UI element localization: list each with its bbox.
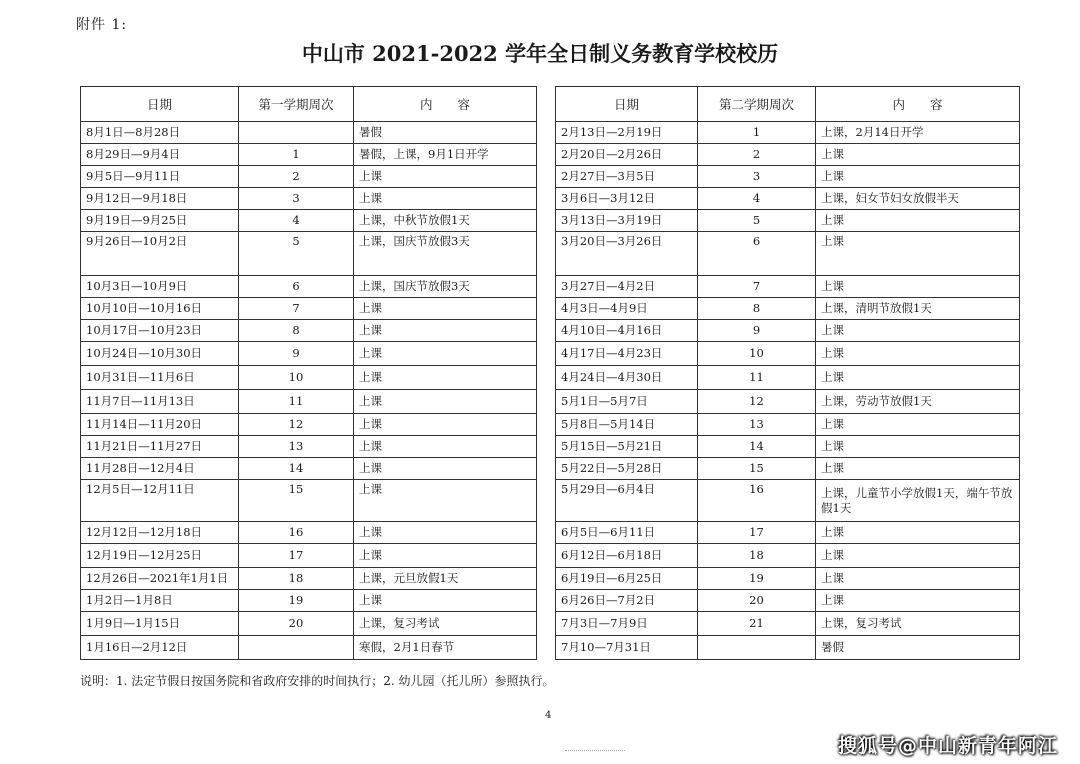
week-cell: 20 <box>239 612 354 636</box>
table-row <box>81 568 537 590</box>
week-cell: 14 <box>239 458 354 480</box>
content-cell: 上课 <box>816 320 1020 342</box>
table-row <box>556 342 1020 366</box>
date-cell: 12月12日—12月18日 <box>81 522 239 544</box>
table-row <box>556 320 1020 342</box>
table-row <box>556 276 1020 298</box>
table-header-row <box>81 87 537 122</box>
week-cell: 2 <box>698 144 816 166</box>
week-cell: 2 <box>239 166 354 188</box>
table-row <box>81 480 537 522</box>
date-cell: 4月3日—4月9日 <box>556 298 698 320</box>
table-row <box>81 544 537 568</box>
week-cell: 10 <box>239 366 354 390</box>
table-row <box>81 436 537 458</box>
date-cell: 12月19日—12月25日 <box>81 544 239 568</box>
date-cell: 1月16日—2月12日 <box>81 636 239 660</box>
week-cell: 8 <box>698 298 816 320</box>
column-header-date: 日期 <box>556 87 698 122</box>
date-cell: 10月17日—10月23日 <box>81 320 239 342</box>
content-cell: 上课 <box>816 590 1020 612</box>
content-cell: 上课 <box>816 544 1020 568</box>
date-cell: 3月13日—3月19日 <box>556 210 698 232</box>
content-cell: 上课 <box>354 458 537 480</box>
content-cell: 上课 <box>816 144 1020 166</box>
date-cell: 12月5日—12月11日 <box>81 480 239 522</box>
date-cell: 5月29日—6月4日 <box>556 480 698 522</box>
week-cell <box>239 636 354 660</box>
table-row <box>81 612 537 636</box>
date-cell: 8月29日—9月4日 <box>81 144 239 166</box>
table-row <box>556 590 1020 612</box>
table-row <box>81 390 537 414</box>
footnote: 说明：1. 法定节假日按国务院和省政府安排的时间执行；2. 幼儿园（托儿所）参照执行。 <box>80 674 555 688</box>
content-cell: 暑假 <box>816 636 1020 660</box>
content-cell: 上课 <box>816 436 1020 458</box>
date-cell: 2月13日—2月19日 <box>556 122 698 144</box>
page-number: 4 <box>545 710 552 721</box>
week-cell: 9 <box>698 320 816 342</box>
date-cell: 3月20日—3月26日 <box>556 232 698 276</box>
week-cell: 15 <box>239 480 354 522</box>
content-cell: 上课 <box>816 458 1020 480</box>
table-row <box>81 122 537 144</box>
content-cell: 暑假 <box>354 122 537 144</box>
table-header-row <box>556 87 1020 122</box>
date-cell: 9月19日—9月25日 <box>81 210 239 232</box>
week-cell <box>698 636 816 660</box>
week-cell: 16 <box>698 480 816 522</box>
week-cell: 15 <box>698 458 816 480</box>
content-cell: 上课，2月14日开学 <box>816 122 1020 144</box>
column-header-week: 第一学期周次 <box>239 87 354 122</box>
table-row <box>81 590 537 612</box>
content-cell: 暑假，上课，9月1日开学 <box>354 144 537 166</box>
table-row <box>556 122 1020 144</box>
table-row <box>81 366 537 390</box>
table-row <box>81 210 537 232</box>
week-cell: 18 <box>698 544 816 568</box>
table-row <box>81 342 537 366</box>
content-cell: 上课 <box>816 232 1020 276</box>
table-row <box>81 522 537 544</box>
watermark: 搜狐号@中山新青年阿江 <box>837 735 1058 757</box>
content-cell: 上课，国庆节放假3天 <box>354 232 537 276</box>
date-cell: 6月5日—6月11日 <box>556 522 698 544</box>
content-cell: 上课 <box>354 188 537 210</box>
content-cell: 上课 <box>354 414 537 436</box>
date-cell: 4月17日—4月23日 <box>556 342 698 366</box>
table-row <box>556 210 1020 232</box>
table-row <box>556 188 1020 210</box>
content-cell: 上课，妇女节妇女放假半天 <box>816 188 1020 210</box>
date-cell: 10月3日—10月9日 <box>81 276 239 298</box>
content-cell: 上课 <box>354 590 537 612</box>
week-cell: 11 <box>239 390 354 414</box>
table-row <box>81 298 537 320</box>
table-row <box>556 298 1020 320</box>
week-cell: 8 <box>239 320 354 342</box>
date-cell: 7月10—7月31日 <box>556 636 698 660</box>
week-cell: 20 <box>698 590 816 612</box>
date-cell: 9月12日—9月18日 <box>81 188 239 210</box>
week-cell: 6 <box>239 276 354 298</box>
table-row <box>556 612 1020 636</box>
table-row <box>556 366 1020 390</box>
table-row <box>556 390 1020 414</box>
table-row <box>81 276 537 298</box>
content-cell: 上课 <box>816 210 1020 232</box>
week-cell: 1 <box>239 144 354 166</box>
week-cell: 16 <box>239 522 354 544</box>
content-cell: 上课 <box>816 276 1020 298</box>
table-row <box>81 144 537 166</box>
content-cell: 上课，国庆节放假3天 <box>354 276 537 298</box>
table-row <box>556 414 1020 436</box>
table-row <box>81 636 537 660</box>
column-header-date: 日期 <box>81 87 239 122</box>
attachment-label: 附件 1: <box>76 17 128 33</box>
week-cell: 11 <box>698 366 816 390</box>
date-cell: 7月3日—7月9日 <box>556 612 698 636</box>
week-cell: 5 <box>239 232 354 276</box>
table-row <box>556 522 1020 544</box>
week-cell <box>239 122 354 144</box>
content-cell: 上课 <box>816 342 1020 366</box>
week-cell: 7 <box>239 298 354 320</box>
semester-1-table <box>80 86 537 660</box>
table-row <box>81 232 537 276</box>
week-cell: 19 <box>698 568 816 590</box>
content-cell: 上课 <box>816 522 1020 544</box>
week-cell: 19 <box>239 590 354 612</box>
column-header-content: 内 容 <box>354 87 537 122</box>
date-cell: 2月27日—3月5日 <box>556 166 698 188</box>
date-cell: 11月7日—11月13日 <box>81 390 239 414</box>
table-row <box>556 636 1020 660</box>
content-cell: 上课 <box>354 320 537 342</box>
date-cell: 4月24日—4月30日 <box>556 366 698 390</box>
content-cell: 上课，复习考试 <box>816 612 1020 636</box>
week-cell: 6 <box>698 232 816 276</box>
week-cell: 13 <box>698 414 816 436</box>
date-cell: 6月12日—6月18日 <box>556 544 698 568</box>
date-cell: 4月10日—4月16日 <box>556 320 698 342</box>
date-cell: 5月22日—5月28日 <box>556 458 698 480</box>
content-cell: 上课 <box>816 568 1020 590</box>
content-cell: 上课，清明节放假1天 <box>816 298 1020 320</box>
table-row <box>556 544 1020 568</box>
document-title: 中山市 2021-2022 学年全日制义务教育学校校历 <box>301 41 779 66</box>
week-cell: 1 <box>698 122 816 144</box>
table-row <box>81 188 537 210</box>
date-cell: 11月28日—12月4日 <box>81 458 239 480</box>
scan-mark <box>565 744 625 751</box>
date-cell: 2月20日—2月26日 <box>556 144 698 166</box>
table-row <box>81 320 537 342</box>
week-cell: 17 <box>698 522 816 544</box>
content-cell: 上课 <box>354 480 537 522</box>
table-row <box>556 458 1020 480</box>
table-row <box>556 232 1020 276</box>
week-cell: 14 <box>698 436 816 458</box>
content-cell: 上课 <box>354 298 537 320</box>
date-cell: 9月26日—10月2日 <box>81 232 239 276</box>
week-cell: 10 <box>698 342 816 366</box>
week-cell: 21 <box>698 612 816 636</box>
table-row <box>81 458 537 480</box>
date-cell: 8月1日—8月28日 <box>81 122 239 144</box>
week-cell: 3 <box>239 188 354 210</box>
date-cell: 11月14日—11月20日 <box>81 414 239 436</box>
content-cell: 上课，儿童节小学放假1天，端午节放假1天 <box>816 480 1020 522</box>
week-cell: 13 <box>239 436 354 458</box>
content-cell: 上课 <box>354 342 537 366</box>
date-cell: 5月1日—5月7日 <box>556 390 698 414</box>
week-cell: 4 <box>698 188 816 210</box>
week-cell: 9 <box>239 342 354 366</box>
week-cell: 3 <box>698 166 816 188</box>
date-cell: 10月10日—10月16日 <box>81 298 239 320</box>
table-row <box>556 166 1020 188</box>
date-cell: 5月8日—5月14日 <box>556 414 698 436</box>
content-cell: 上课，复习考试 <box>354 612 537 636</box>
week-cell: 12 <box>239 414 354 436</box>
week-cell: 18 <box>239 568 354 590</box>
content-cell: 上课 <box>354 522 537 544</box>
content-cell: 上课，中秋节放假1天 <box>354 210 537 232</box>
column-header-content: 内 容 <box>816 87 1020 122</box>
week-cell: 12 <box>698 390 816 414</box>
date-cell: 6月26日—7月2日 <box>556 590 698 612</box>
week-cell: 5 <box>698 210 816 232</box>
content-cell: 上课 <box>354 166 537 188</box>
content-cell: 上课，劳动节放假1天 <box>816 390 1020 414</box>
date-cell: 3月27日—4月2日 <box>556 276 698 298</box>
table-row <box>81 414 537 436</box>
date-cell: 10月31日—11月6日 <box>81 366 239 390</box>
date-cell: 6月19日—6月25日 <box>556 568 698 590</box>
date-cell: 1月9日—1月15日 <box>81 612 239 636</box>
week-cell: 17 <box>239 544 354 568</box>
content-cell: 上课 <box>354 544 537 568</box>
date-cell: 12月26日—2021年1月1日 <box>81 568 239 590</box>
content-cell: 上课 <box>354 366 537 390</box>
content-cell: 上课 <box>816 166 1020 188</box>
date-cell: 5月15日—5月21日 <box>556 436 698 458</box>
date-cell: 11月21日—11月27日 <box>81 436 239 458</box>
column-header-week: 第二学期周次 <box>698 87 816 122</box>
table-row <box>556 480 1020 522</box>
week-cell: 7 <box>698 276 816 298</box>
semester-2-table <box>555 86 1020 660</box>
table-row <box>556 144 1020 166</box>
content-cell: 上课 <box>816 366 1020 390</box>
date-cell: 9月5日—9月11日 <box>81 166 239 188</box>
date-cell: 1月2日—1月8日 <box>81 590 239 612</box>
table-row <box>556 568 1020 590</box>
date-cell: 10月24日—10月30日 <box>81 342 239 366</box>
content-cell: 上课 <box>354 390 537 414</box>
week-cell: 4 <box>239 210 354 232</box>
content-cell: 上课，元旦放假1天 <box>354 568 537 590</box>
content-cell: 寒假，2月1日春节 <box>354 636 537 660</box>
table-row <box>81 166 537 188</box>
content-cell: 上课 <box>816 414 1020 436</box>
content-cell: 上课 <box>354 436 537 458</box>
date-cell: 3月6日—3月12日 <box>556 188 698 210</box>
table-row <box>556 436 1020 458</box>
